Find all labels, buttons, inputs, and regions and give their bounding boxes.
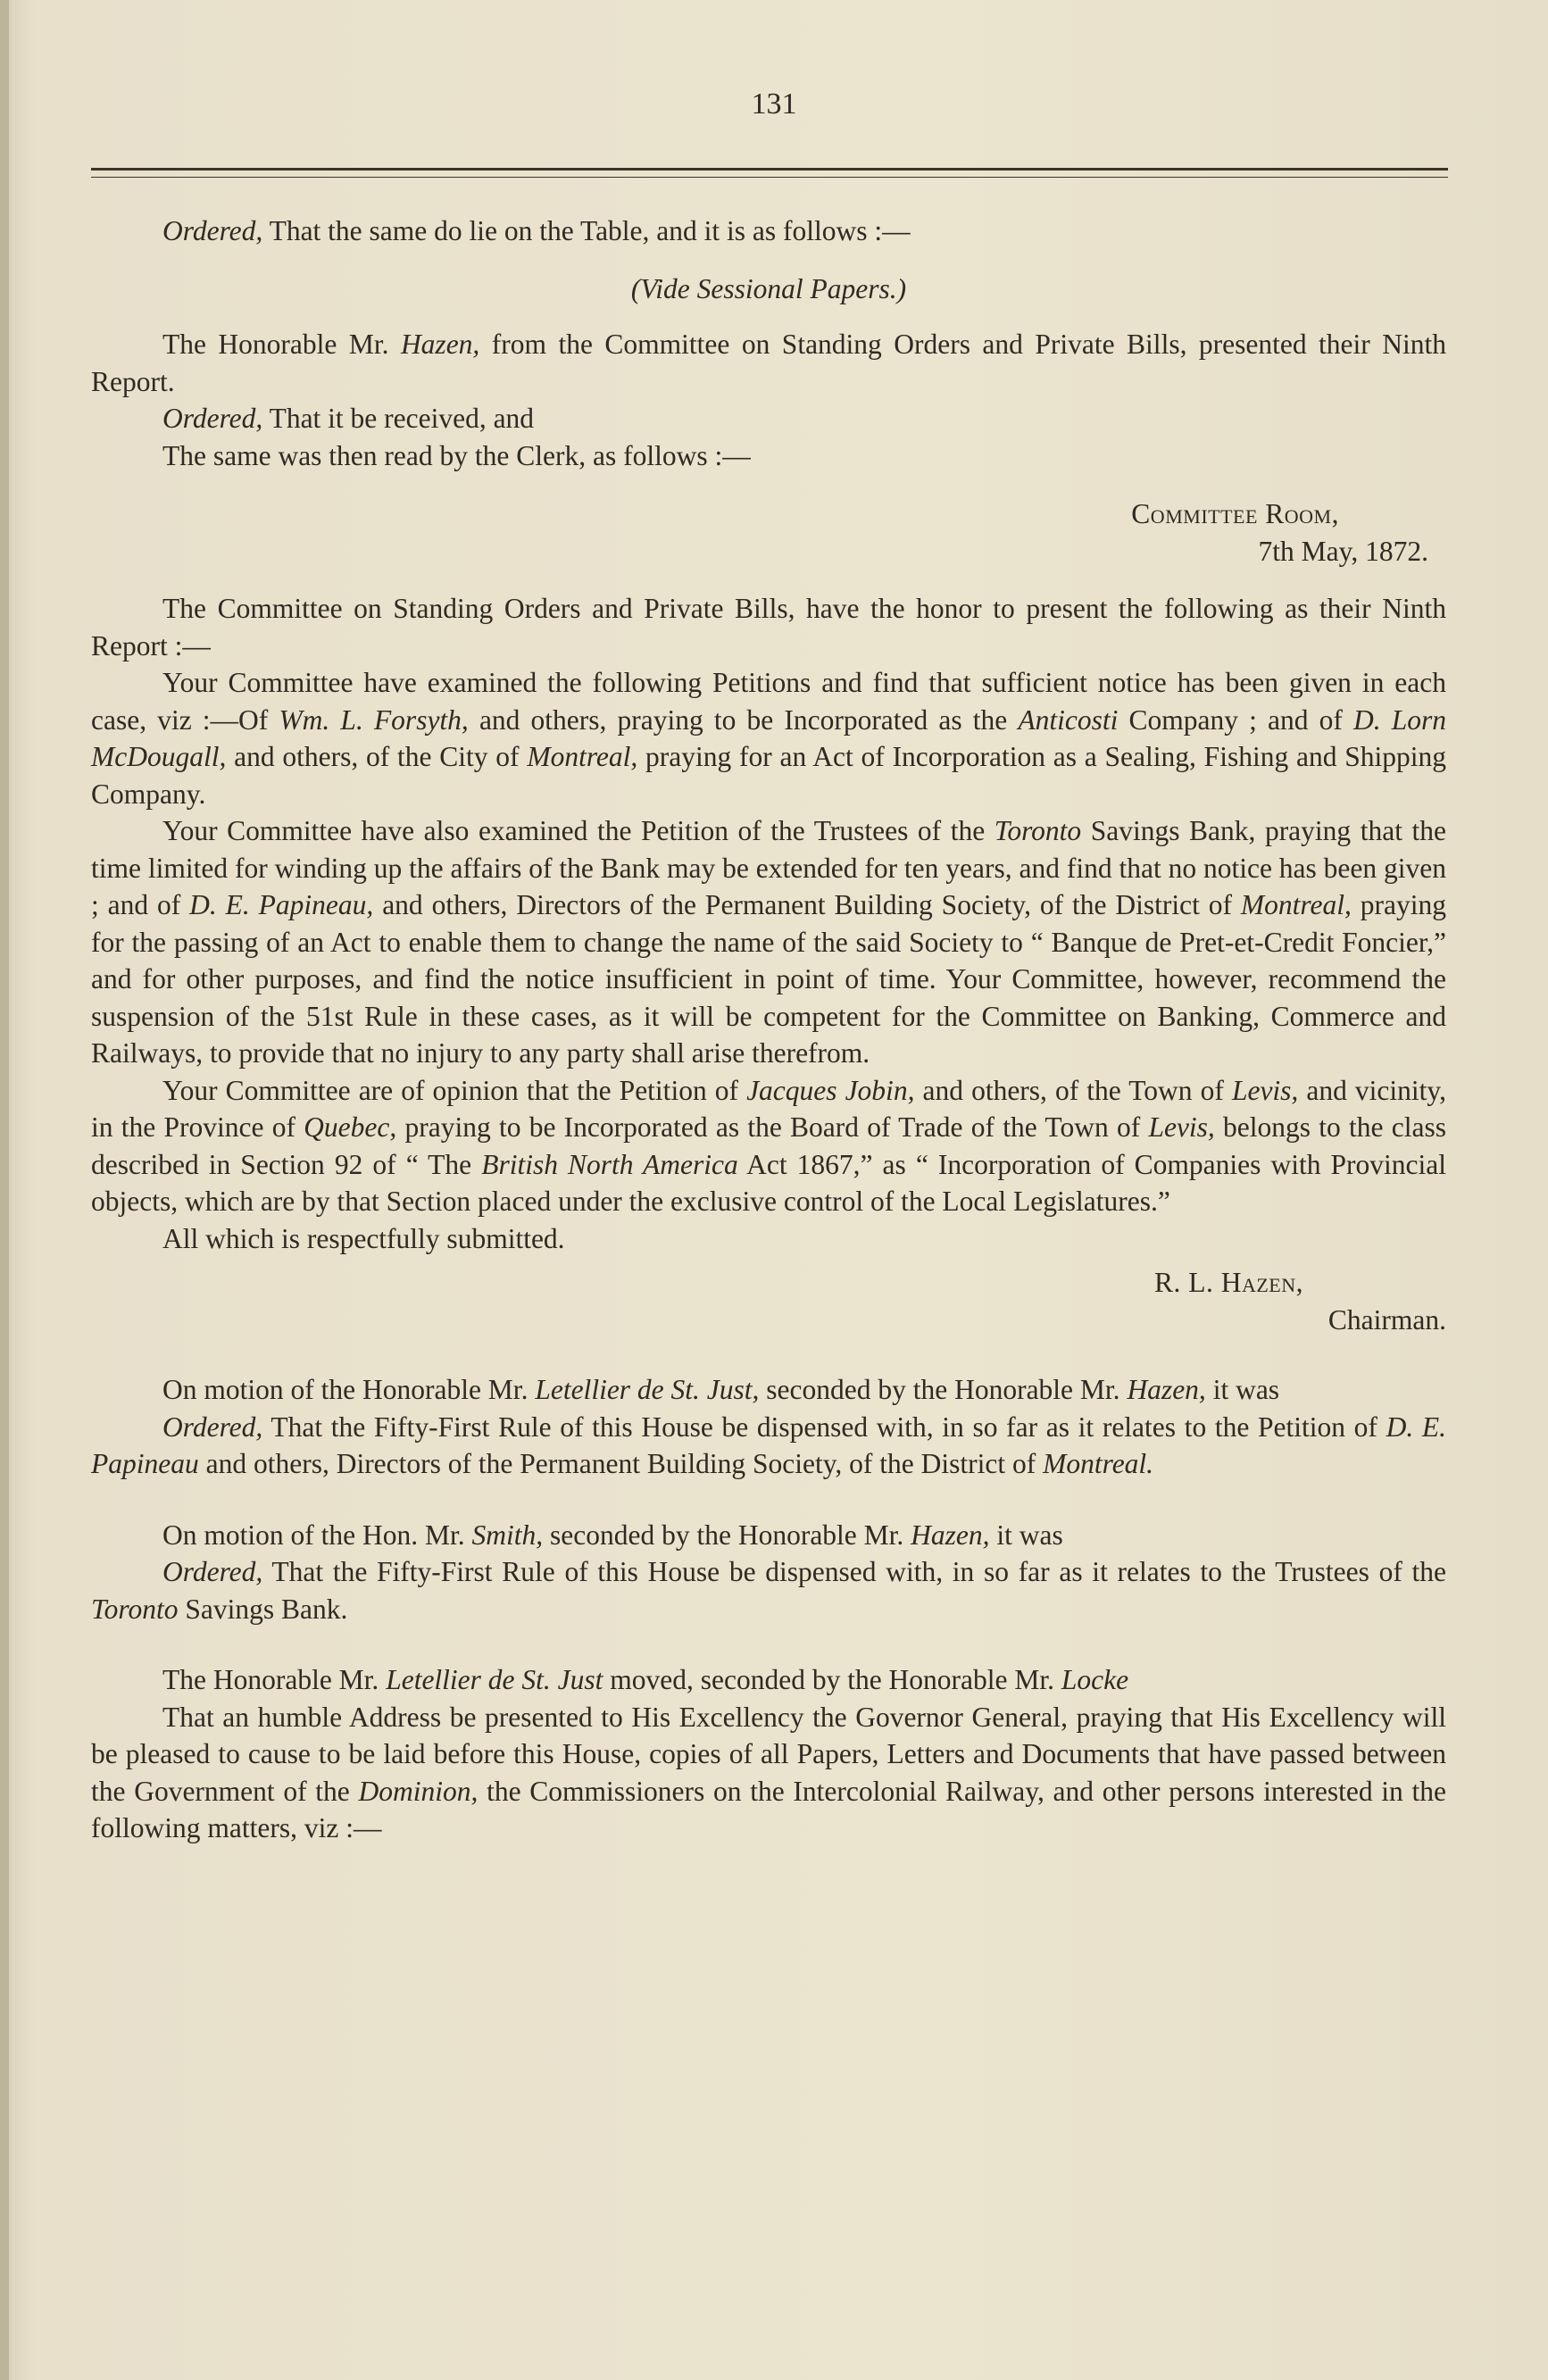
text-run: R. L. Hazen, [1153, 1267, 1303, 1298]
text-run: and others, of the Town of [914, 1074, 1232, 1106]
act-italic: British North America [481, 1148, 738, 1180]
motion-ordered-1 [91, 1409, 1446, 1483]
place-italic: Quebec, [304, 1111, 397, 1143]
name-italic: Jacques Jobin, [746, 1074, 915, 1106]
text-run: Savings Bank, praying that the time limited for winding up the affairs of the Bank may be extended for ten years, and find that no notice has been given ; and of [91, 815, 1446, 920]
report-paragraph-1: The Committee on Standing Orders and Private Bills, have the honor to present the following as their Ninth Report :— [91, 593, 1446, 662]
text-run: and others, Directors of the Permanent Building Society, of the District of [373, 889, 1241, 920]
report-paragraph-4 [91, 1072, 1446, 1220]
name-italic: Smith, [471, 1519, 544, 1551]
place-italic: Levis, [1231, 1074, 1299, 1106]
name-italic: D. E. Papineau [91, 1411, 1446, 1479]
text-run: praying for the passing of an Act to enable them to change the name of the said Society to “ Banque de Pret-et-Credit Foncier,” and for other purposes, and find the notice insufficient in point of time. Your Committee, however, recommend the suspension of the 51st Rule in these cases, as it will be competent for the Committee on Banking, Commerce and Railways, to provide that no injury to any party shall arise therefrom. [91, 889, 1446, 1069]
name-italic: Letellier de St. Just, [535, 1374, 760, 1405]
paragraph-read-by-clerk: The same was then read by the Clerk, as follows :— [162, 439, 751, 471]
text-run: The Honorable Mr. [162, 329, 401, 360]
page-binding-edge [0, 0, 9, 2380]
page-number: 131 [751, 87, 797, 121]
text-run: That the same do lie on the Table, and it is as follows :— [262, 215, 911, 246]
text-run: Your Committee are of opinion that the Petition of [162, 1074, 747, 1106]
text-run: seconded by the Honorable Mr. [759, 1374, 1128, 1405]
name-italic: Wm. L. Forsyth, [279, 703, 469, 736]
address-paragraph [91, 1699, 1446, 1847]
name-italic: Locke [1061, 1664, 1129, 1695]
report-paragraph-3 [91, 812, 1446, 1072]
place-italic: Toronto [994, 815, 1082, 846]
text-run: praying to be Incorporated as the Board of Trade of the Town of [396, 1111, 1149, 1143]
text-run: praying for an Act of Incorporation as a Sealing, Fishing and Shipping Company. [91, 741, 1446, 810]
text-run: Savings Bank. [178, 1593, 348, 1625]
signature-name [91, 1264, 1446, 1302]
text-run: Your Committee have examined the following Petitions and find that sufficient notice has been given in each case, viz :—Of [91, 667, 1446, 736]
vide-italic: (Vide Sessional Papers.) [630, 272, 907, 304]
text-run: from the Committee on Standing Orders and Private Bills, presented their Ninth Report. [91, 329, 1446, 397]
text-run: the Commissioners on the Intercolonial Railway, and other persons interested in the following matters, viz :— [91, 1775, 1446, 1843]
name-italic: Hazen, [400, 329, 480, 360]
name-italic: D. Lorn McDougall, [91, 703, 1446, 772]
place-italic: Dominion, [358, 1775, 479, 1807]
text-run: moved, seconded by the Honorable Mr. [603, 1664, 1061, 1695]
text-run: and others, of the City of [226, 741, 528, 772]
text-run: Act 1867,” as “ Incorporation of Companies with Provincial objects, which are by that Section placed under the exclusive control of the Local Legislatures.” [91, 1148, 1446, 1217]
place-italic: Toronto [91, 1593, 179, 1625]
ordered-italic: Ordered, [162, 1556, 263, 1587]
text-run: and others, Directors of the Permanent Building Society, of the District of [198, 1448, 1044, 1479]
ordered-italic: Ordered, [162, 1411, 263, 1443]
paragraph-hazen-report [91, 326, 1446, 400]
text-run: The Honorable Mr. [162, 1664, 387, 1695]
place-italic: Montreal, [527, 741, 638, 772]
text-run: That the Fifty-First Rule of this House be dispensed with, in so far as it relates to the Petition of [262, 1411, 1386, 1443]
motion-ordered-2 [91, 1553, 1446, 1627]
place-italic: Levis, [1148, 1111, 1215, 1143]
ordered-italic: Ordered, [162, 215, 263, 246]
name-italic: Hazen, [1127, 1374, 1206, 1405]
text-run: Committee Room, [1131, 498, 1339, 529]
text-run: That the Fifty-First Rule of this House be dispensed with, in so far as it relates to the Trustees of the [262, 1556, 1446, 1587]
ordered-italic: Ordered, [162, 403, 263, 434]
motion-paragraph-2 [91, 1517, 1446, 1554]
place-italic: Anticosti [1018, 703, 1119, 736]
report-paragraph-2 [91, 664, 1446, 812]
text-run: That it be received, and [262, 403, 535, 434]
name-italic: Letellier de St. Just [386, 1664, 603, 1695]
name-italic: Hazen, [911, 1519, 990, 1551]
text-run: On motion of the Hon. Mr. [162, 1519, 472, 1551]
text-run: it was [1205, 1374, 1280, 1405]
paragraph-ordered-table [91, 212, 1446, 250]
text-run: it was [989, 1519, 1063, 1551]
motion-paragraph-3 [91, 1661, 1446, 1699]
text-run: and vicinity, in the Province of [91, 1074, 1446, 1143]
place-italic: Montreal. [1043, 1448, 1154, 1479]
header-rule-thin [91, 177, 1448, 178]
text-run: Company ; and of [1118, 703, 1353, 736]
paragraph-ordered-received [91, 400, 1446, 437]
name-italic: D. E. Papineau, [189, 889, 374, 920]
text-run: and others, praying to be Incorporated as the [468, 703, 1019, 736]
motion-paragraph-1 [91, 1371, 1446, 1409]
report-date: 7th May, 1872. [1258, 535, 1428, 567]
signature-title: Chairman. [1327, 1303, 1446, 1336]
header-rule [91, 168, 1448, 171]
text-run: Your Committee have also examined the Petition of the Trustees of the [162, 815, 995, 846]
committee-room-heading [91, 495, 1446, 533]
text-run: belongs to the class described in Section 92 of “ The [91, 1111, 1446, 1180]
document-body [91, 212, 1446, 1847]
text-run: That an humble Address be presented to His Excellency the Governor General, praying that His Excellency will be pleased to cause to be laid before this House, copies of all Papers, Letters and Documents that have passed between the Government of the [91, 1701, 1446, 1807]
text-run: seconded by the Honorable Mr. [543, 1519, 911, 1551]
vide-sessional-papers [91, 270, 1446, 308]
text-run: On motion of the Honorable Mr. [162, 1374, 536, 1405]
report-submitted: All which is respectfully submitted. [162, 1222, 565, 1254]
place-italic: Montreal, [1240, 889, 1352, 920]
